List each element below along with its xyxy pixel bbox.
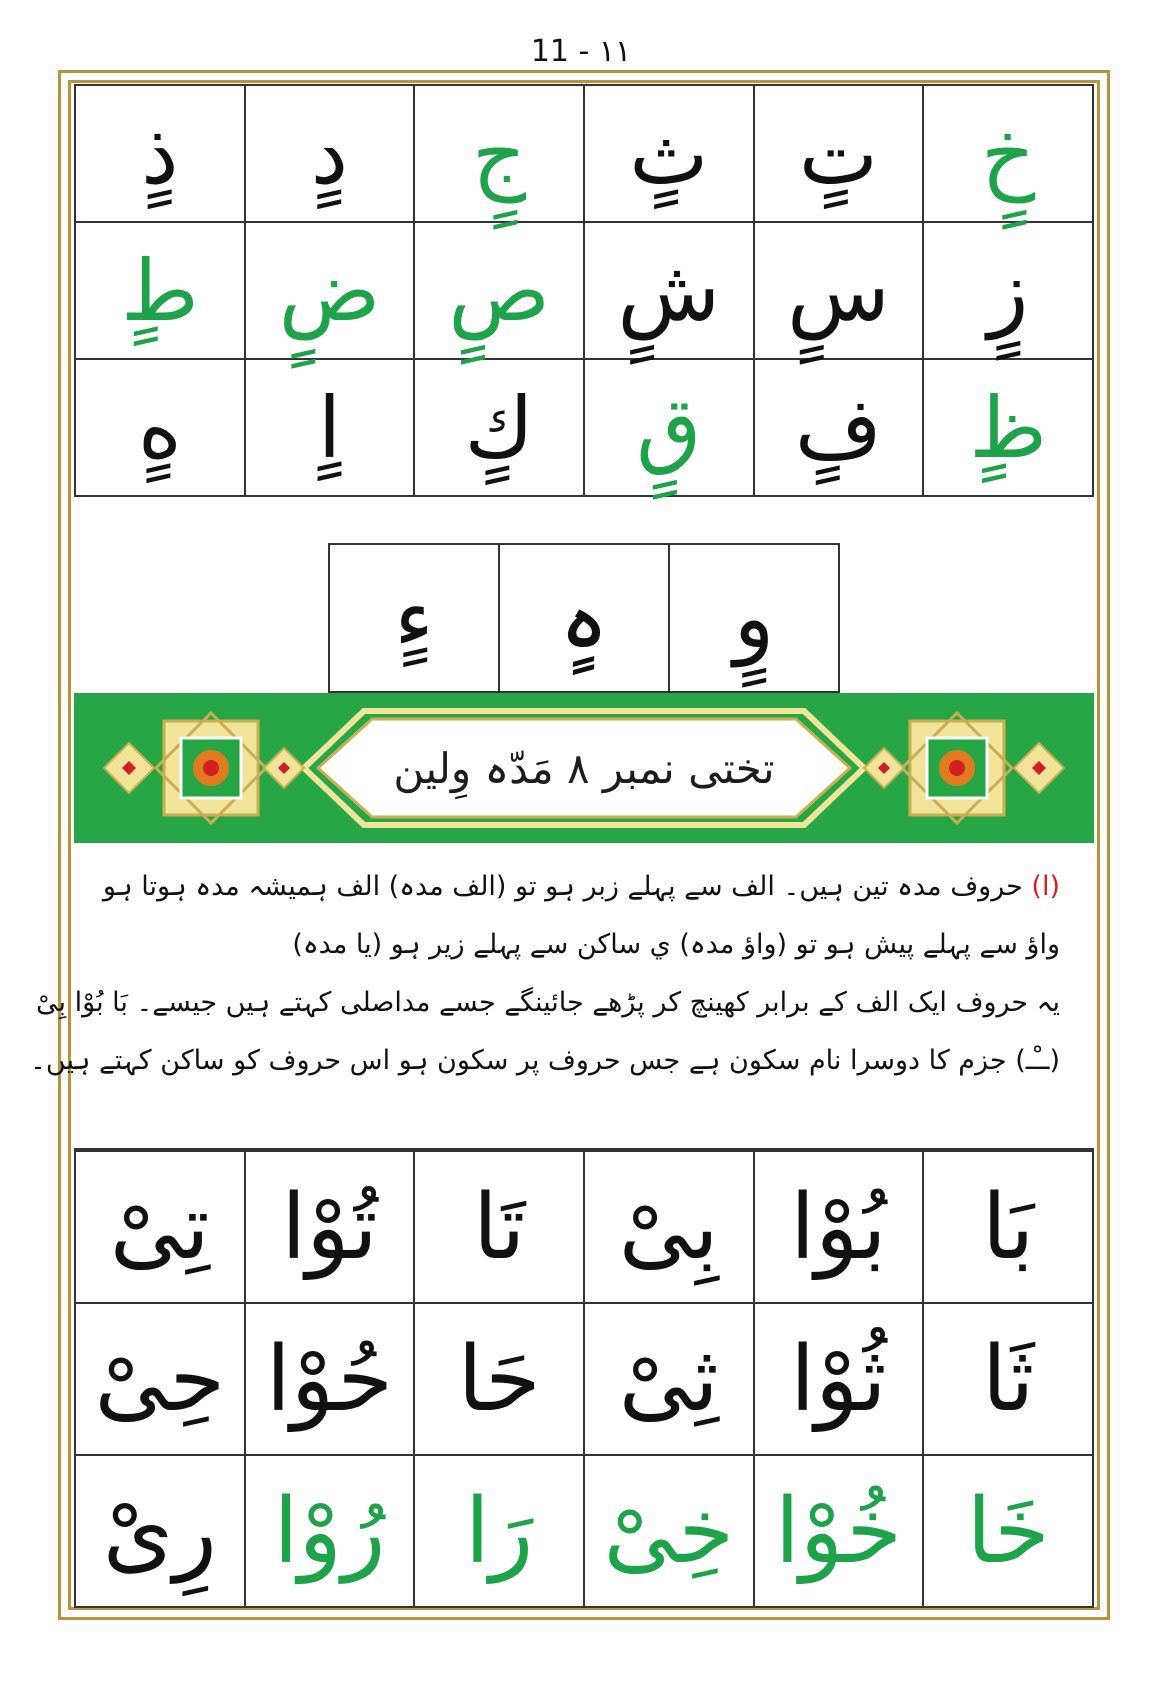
letter-cell: تٍ: [754, 85, 924, 222]
syllable-cell: رُوْا: [245, 1455, 415, 1607]
syllable-cell: خَا: [923, 1455, 1093, 1607]
table-row: [75, 1151, 1093, 1303]
syllable-cell: تُوْا: [245, 1151, 415, 1303]
syllable-cell: تَا: [414, 1151, 584, 1303]
letter-cell: خٍ: [923, 85, 1093, 222]
letters-grid-top: [74, 84, 1094, 497]
lesson-explanation: [30, 858, 1060, 1090]
syllable-cell: رَا: [414, 1455, 584, 1607]
letters-row-partial: [74, 543, 1094, 693]
syllable-cell: بِیْ: [584, 1151, 754, 1303]
syllable-cell: ثُوْا: [754, 1303, 924, 1455]
syllable-cell: تِیْ: [75, 1151, 245, 1303]
syllable-cell: خِیْ: [584, 1455, 754, 1607]
letter-cell: فٍ: [754, 359, 924, 496]
table-row: [75, 222, 1093, 359]
table-row: [75, 1455, 1093, 1607]
syllables-grid-bottom: [74, 1150, 1094, 1608]
syllable-cell: ثَا: [923, 1303, 1093, 1455]
syllable-cell: حُوْا: [245, 1303, 415, 1455]
letter-cell: دٍ: [245, 85, 415, 222]
letter-cell: هٍ: [75, 359, 245, 496]
lesson-title-banner: [74, 693, 1094, 843]
page-number: 11 - ١١: [530, 34, 632, 69]
letter-cell: قٍ: [584, 359, 754, 496]
letter-cell: طٍ: [75, 222, 245, 359]
table-row: [75, 1303, 1093, 1455]
letter-cell: اٍ: [245, 359, 415, 496]
letter-cell: جٍ: [414, 85, 584, 222]
letter-cell: سٍ: [754, 222, 924, 359]
lesson-title: تختی نمبر ۸ مَدّہ وِلین: [393, 743, 775, 793]
syllable-cell: حِیْ: [75, 1303, 245, 1455]
syllable-cell: ثِیْ: [584, 1303, 754, 1455]
letter-cell: ذٍ: [75, 85, 245, 222]
letter-cell: ءٍ: [328, 543, 500, 693]
letter-cell: شٍ: [584, 222, 754, 359]
syllable-cell: حَا: [414, 1303, 584, 1455]
letter-cell: زٍ: [923, 222, 1093, 359]
syllable-cell: بُوْا: [754, 1151, 924, 1303]
letter-cell: ضٍ: [245, 222, 415, 359]
paragraph-4: (ــْـ) جزم کا دوسرا نام سکون ہے جس حروف پر سکون ہو اس حروف کو ساکن کہتے ہیں۔: [30, 1045, 1060, 1076]
paragraph-text: حروف مدہ تین ہیں۔ الف سے پہلے زبر ہو تو (الف مدہ) الف ہمیشہ مدہ ہوتا ہو: [102, 871, 1023, 902]
syllable-cell: بَا: [923, 1151, 1093, 1303]
table-row: [75, 359, 1093, 496]
syllable-cell: رِیْ: [75, 1455, 245, 1607]
paragraph-1: [80, 858, 1060, 916]
letter-cell: ظٍ: [923, 359, 1093, 496]
paragraph-2: واؤ سے پہلے پیش ہو تو (واؤ مدہ) ي ساکن سے پہلے زیر ہو (یا مدہ): [292, 929, 1060, 960]
letter-cell: ہٍ: [498, 543, 670, 693]
letter-cell: وٍ: [668, 543, 840, 693]
table-row: [75, 85, 1093, 222]
paragraph-number: (ا): [1031, 871, 1060, 902]
letter-cell: ثٍ: [584, 85, 754, 222]
letter-cell: صٍ: [414, 222, 584, 359]
letter-cell: كٍ: [414, 359, 584, 496]
syllable-cell: خُوْا: [754, 1455, 924, 1607]
paragraph-3: یہ حروف ایک الف کے برابر کھینچ کر پڑھے جائینگے جسے مداصلی کہتے ہیں جیسے۔ بَا بُوْا بِیْ: [36, 987, 1060, 1018]
